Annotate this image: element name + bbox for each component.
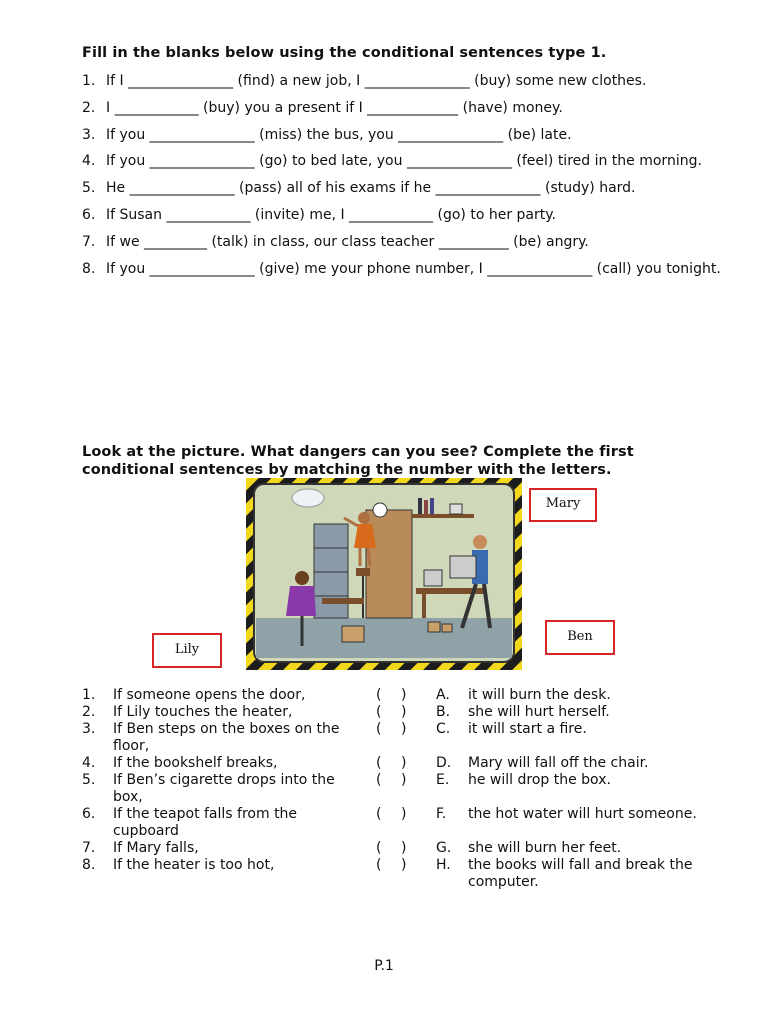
- result-text: Mary will fall off the chair.: [468, 755, 649, 771]
- answer-paren-close: ): [401, 857, 407, 873]
- answer-paren-close: ): [401, 840, 407, 856]
- result-text: he will drop the box.: [468, 772, 611, 788]
- question-item-3: [82, 122, 722, 149]
- condition-text: If Ben’s cigarette drops into the box,: [113, 772, 335, 805]
- question-item-8: [82, 256, 722, 283]
- condition-text: If Ben steps on the boxes on the floor,: [113, 721, 340, 754]
- question-text: If I _______________ (find) a new job, I _______________ (buy) some new clothes.: [106, 73, 647, 89]
- row-number: 7.: [82, 840, 96, 856]
- question-number: 2.: [82, 99, 96, 116]
- result-letter: D.: [436, 755, 452, 771]
- answer-paren-open: (: [376, 840, 382, 856]
- row-number: 2.: [82, 704, 96, 720]
- question-number: 8.: [82, 260, 96, 277]
- question-number: 5.: [82, 180, 96, 197]
- row-number: 6.: [82, 806, 96, 822]
- page-number: P.1: [374, 958, 394, 974]
- answer-paren-open: (: [376, 772, 382, 788]
- question-item-2: [82, 95, 722, 122]
- section2-heading-line1: Look at the picture. What dangers can you see? Complete the first: [82, 444, 634, 460]
- row-number: 4.: [82, 755, 96, 771]
- question-number: 3.: [82, 126, 96, 143]
- question-number: 6.: [82, 206, 96, 223]
- question-number: 7.: [82, 233, 96, 250]
- question-item-7: [82, 229, 722, 256]
- question-item-1: [82, 68, 722, 95]
- row-number: 5.: [82, 772, 96, 788]
- answer-paren-open: (: [376, 721, 382, 737]
- result-text: it will start a fire.: [468, 721, 587, 737]
- label-mary: Mary: [529, 488, 597, 522]
- result-letter: A.: [436, 687, 450, 703]
- question-text: If you _______________ (miss) the bus, you _______________ (be) late.: [106, 126, 572, 143]
- condition-text: If someone opens the door,: [113, 687, 306, 703]
- office-hazards-illustration: [246, 478, 522, 670]
- result-letter: E.: [436, 772, 450, 788]
- row-number: 3.: [82, 721, 96, 737]
- answer-paren-close: ): [401, 755, 407, 771]
- answer-paren-open: (: [376, 687, 382, 703]
- answer-paren-close: ): [401, 772, 407, 788]
- answer-paren-open: (: [376, 704, 382, 720]
- result-text: she will hurt herself.: [468, 704, 610, 720]
- question-item-6: [82, 202, 722, 229]
- row-number: 8.: [82, 857, 96, 873]
- answer-paren-open: (: [376, 755, 382, 771]
- label-lily: Lily: [152, 633, 222, 668]
- office-scene-image: [246, 478, 522, 670]
- result-text: the books will fall and break the computer.: [468, 857, 693, 890]
- question-text: I ____________ (buy) you a present if I _____________ (have) money.: [106, 99, 563, 116]
- answer-paren-close: ): [401, 704, 407, 720]
- section2-heading-line2: conditional sentences by matching the number with the letters.: [82, 462, 612, 478]
- section1-heading: Fill in the blanks below using the conditional sentences type 1.: [82, 45, 607, 61]
- question-text: If Susan ____________ (invite) me, I ____________ (go) to her party.: [106, 206, 556, 223]
- question-number: 4.: [82, 153, 96, 170]
- row-number: 1.: [82, 687, 96, 703]
- question-number: 1.: [82, 73, 96, 89]
- condition-text: If the bookshelf breaks,: [113, 755, 278, 771]
- condition-text: If the teapot falls from the cupboard: [113, 806, 298, 839]
- condition-text: If Mary falls,: [113, 840, 199, 856]
- condition-text: If Lily touches the heater,: [113, 704, 293, 720]
- question-text: If we _________ (talk) in class, our class teacher __________ (be) angry.: [106, 233, 589, 250]
- answer-paren-open: (: [376, 806, 382, 822]
- answer-paren-close: ): [401, 687, 407, 703]
- result-letter: G.: [436, 840, 452, 856]
- condition-text: If the heater is too hot,: [113, 857, 275, 873]
- result-letter: C.: [436, 721, 451, 737]
- question-item-5: [82, 175, 722, 202]
- answer-paren-close: ): [401, 806, 407, 822]
- answer-paren-close: ): [401, 721, 407, 737]
- question-item-4: [82, 148, 722, 175]
- result-text: she will burn her feet.: [468, 840, 622, 856]
- result-text: it will burn the desk.: [468, 687, 611, 703]
- result-letter: B.: [436, 704, 451, 720]
- question-text: If you _______________ (go) to bed late, you _______________ (feel) tired in the morning.: [106, 153, 702, 170]
- result-letter: F.: [436, 806, 447, 822]
- result-letter: H.: [436, 857, 451, 873]
- label-ben: Ben: [545, 620, 615, 655]
- result-text: the hot water will hurt someone.: [468, 806, 697, 822]
- answer-paren-open: (: [376, 857, 382, 873]
- fill-blanks-list: [82, 68, 722, 282]
- question-text: If you _______________ (give) me your phone number, I _______________ (call) you tonight.: [106, 260, 721, 277]
- question-text: He _______________ (pass) all of his exams if he _______________ (study) hard.: [106, 180, 636, 197]
